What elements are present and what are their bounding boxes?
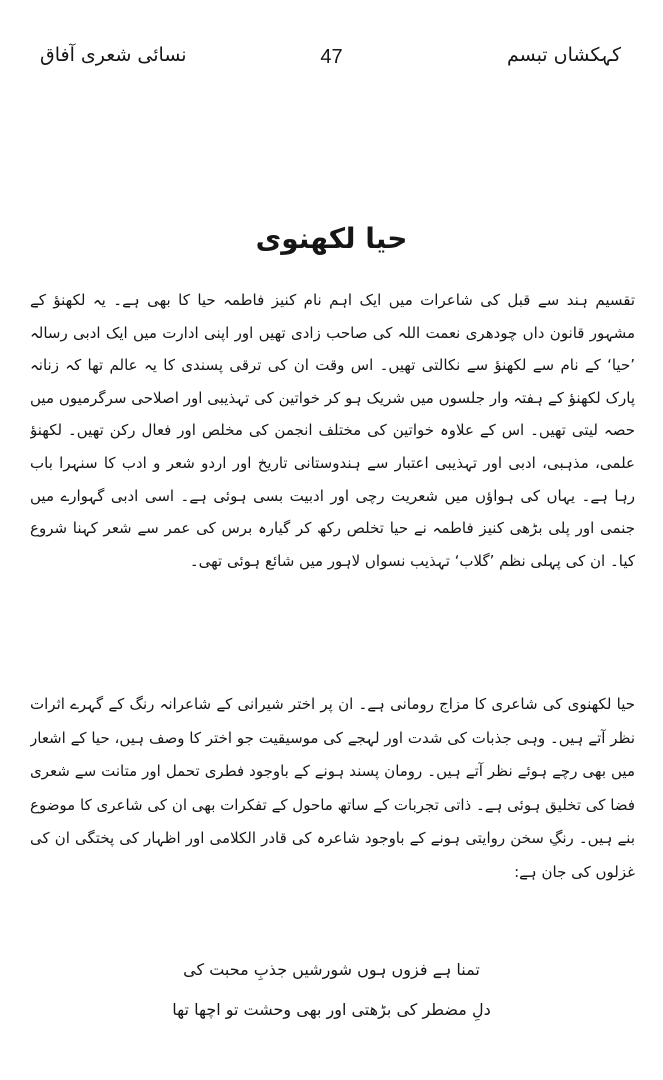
verse-line: دلِ مضطر کی بڑھتی اور بھی وحشت تو اچھا تھا: [172, 1000, 491, 1019]
body-paragraph: حیا لکھنوی کی شاعری کا مزاج رومانی ہے۔ ان پر اختر شیرانی کے شاعرانہ رنگ کے گہرے اثرات نظر آتے ہیں۔ وہی جذبات کی شدت اور لہجے کی موسیقیت جو اختر کا وصف ہیں، حیا کے اشعار میں بھی رچے ہوئے نظر آتے ہیں۔ رومان پسند ہونے کے باوجود فطری تحمل اور متانت سے شعری فضا کی تخلیق ہوئی ہے۔ ذاتی تجربات کے ساتھ ماحول کے تفکرات بھی ان کی شاعری کا موضوع بنے ہیں۔ رنگِ سخن روایتی ہونے کے باوجود شاعرہ کی قادر الکلامی اور اظہار کی پختگی ان کی غزلوں کی جان ہے:: [30, 695, 635, 881]
page-number: 47: [320, 46, 343, 68]
running-head-book-title: کہکشاں تبسم: [506, 44, 621, 66]
body-paragraph: تقسیم ہند سے قبل کی شاعرات میں ایک اہم نام کنیز فاطمہ حیا کا بھی ہے۔ یہ لکھنؤ کے مشہور قانون داں چودھری نعمت اللہ کی صاحب زادی تھیں اور اپنی ادارت میں ایک ادبی رسالہ ’حیا‘ کے نام سے لکھنؤ سے نکالتی تھیں۔ اس وقت ان کی ترقی پسندی کا یہ عالم تھا کہ زنانہ پارک لکھنؤ کے ہفتہ وار جلسوں میں شریک ہو کر خواتین کی تہذیبی اور اصلاحی سرگرمیوں میں حصہ لیتی تھیں۔ اس کے علاوہ خواتین کی مختلف انجمن کی مخلص اور فعال رکن تھیں۔ لکھنؤ علمی، مذہبی، ادبی اور تہذیبی اعتبار سے ہندوستانی تاریخ اور اردو شعر و ادب کا سنہرا باب رہا ہے۔ یہاں کی ہواؤں میں شعریت رچی اور ادبیت بسی ہوئی ہے۔ اسی ادبی گہوارے میں جنمی اور پلی بڑھی کنیز فاطمہ نے حیا تخلص رکھ کر گیارہ برس کی عمر سے شعر کہنا شروع کیا۔ ان کی پہلی نظم ’گلاب‘ تہذیب نسواں لاہور میں شائع ہوئی تھی۔: [30, 291, 635, 570]
verse-line: تمنا ہے فزوں ہوں شورشیں جذبِ محبت کی: [183, 960, 480, 979]
running-head-section-title: نسائی شعری آفاق: [40, 44, 187, 66]
chapter-heading: حیا لکھنوی: [255, 222, 408, 255]
